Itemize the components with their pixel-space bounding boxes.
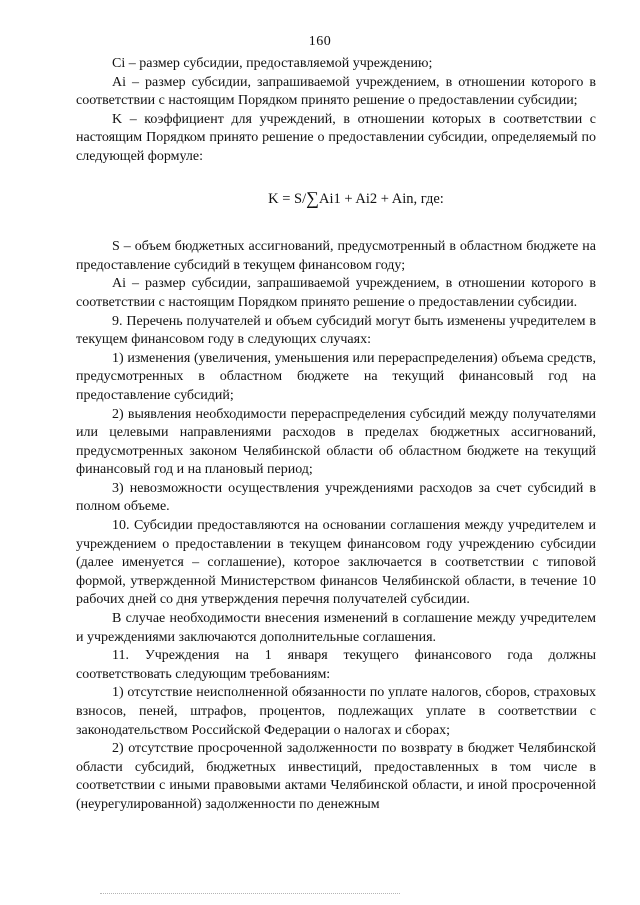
paragraph-item-9-2: 2) выявления необходимости перераспределения субсидий между получателями или целевыми направлениями расходов в пределах бюджетных ассигнований, предусмотренных законом Челябинской области об областном бюджете на текущий финансовый год и на плановый период;: [76, 406, 596, 478]
paragraph-ci-definition: Ci – размер субсидии, предоставляемой учреждению;: [112, 56, 433, 71]
paragraph-item-10: 10. Субсидии предоставляются на основании соглашения между учредителем и учреждением о предоставлении в текущем финансовом году учреждению субсидии (далее именуется – соглашение), которое заключается в соответствии с типовой формой, утвержденной Министерством финансов Челябинской области, в течение 10 рабочих дней со дня утверждения перечня получателей субсидии.: [76, 518, 596, 608]
formula-rhs: Ai1 + Ai2 + Ain, где:: [319, 190, 444, 207]
paragraph-item-11-1: 1) отсутствие неисполненной обязанности по уплате налогов, сборов, страховых взносов, пеней, штрафов, процентов, подлежащих уплате в соответствии с законодательством Российской Федерации о налогах и сборах;: [76, 685, 596, 738]
paragraph-item-9-3: 3) невозможности осуществления учреждениями расходов за счет субсидий в полном объеме.: [76, 480, 596, 515]
formula-lhs: K = S/: [268, 190, 307, 207]
paragraph-item-11-2: 2) отсутствие просроченной задолженности по возврату в бюджет Челябинской области субсидий, бюджетных инвестиций, предоставленных в том числе в соответствии с иными правовыми актами Челябинской области, и иной просроченной (неурегулированной) задолженности по денежным: [76, 741, 596, 812]
paragraph-item-9-1: 1) изменения (увеличения, уменьшения или перераспределения) объема средств, предусмотренных в областном бюджете на текущий финансовый год на предоставление субсидий;: [76, 350, 596, 403]
paragraph-ai-definition-2: Ai – размер субсидии, запрашиваемой учреждением, в отношении которого в соответствии с настоящим Порядком принято решение о предоставлении субсидии.: [76, 276, 596, 310]
scan-edge-line: [100, 893, 400, 894]
paragraph-ai-definition: Ai – размер субсидии, запрашиваемой учреждением, в отношении которого в соответствии с настоящим Порядком принято решение о предоставлении субсидии;: [76, 74, 596, 109]
paragraph-k-definition: K – коэффициент для учреждений, в отношении которых в соответствии с настоящим Порядком принято решение о предоставлении субсидии, определяемый по следующей формуле:: [76, 111, 596, 164]
sum-symbol: ∑: [306, 187, 319, 208]
page-number: 160: [308, 34, 332, 49]
document-body: [76, 55, 596, 815]
paragraph-item-9: 9. Перечень получателей и объем субсидий могут быть изменены учредителем в текущем финансовом году в следующих случаях:: [76, 313, 596, 348]
coefficient-formula: [76, 189, 596, 209]
paragraph-item-11: 11. Учреждения на 1 января текущего финансового года должны соответствовать следующим требованиям:: [76, 648, 596, 682]
paragraph-item-10-amendments: В случае необходимости внесения изменений в соглашение между учредителем и учреждениями заключаются дополнительные соглашения.: [76, 611, 596, 645]
paragraph-s-definition: S – объем бюджетных ассигнований, предусмотренный в областном бюджете на предоставление субсидий в текущем финансовом году;: [76, 239, 596, 273]
